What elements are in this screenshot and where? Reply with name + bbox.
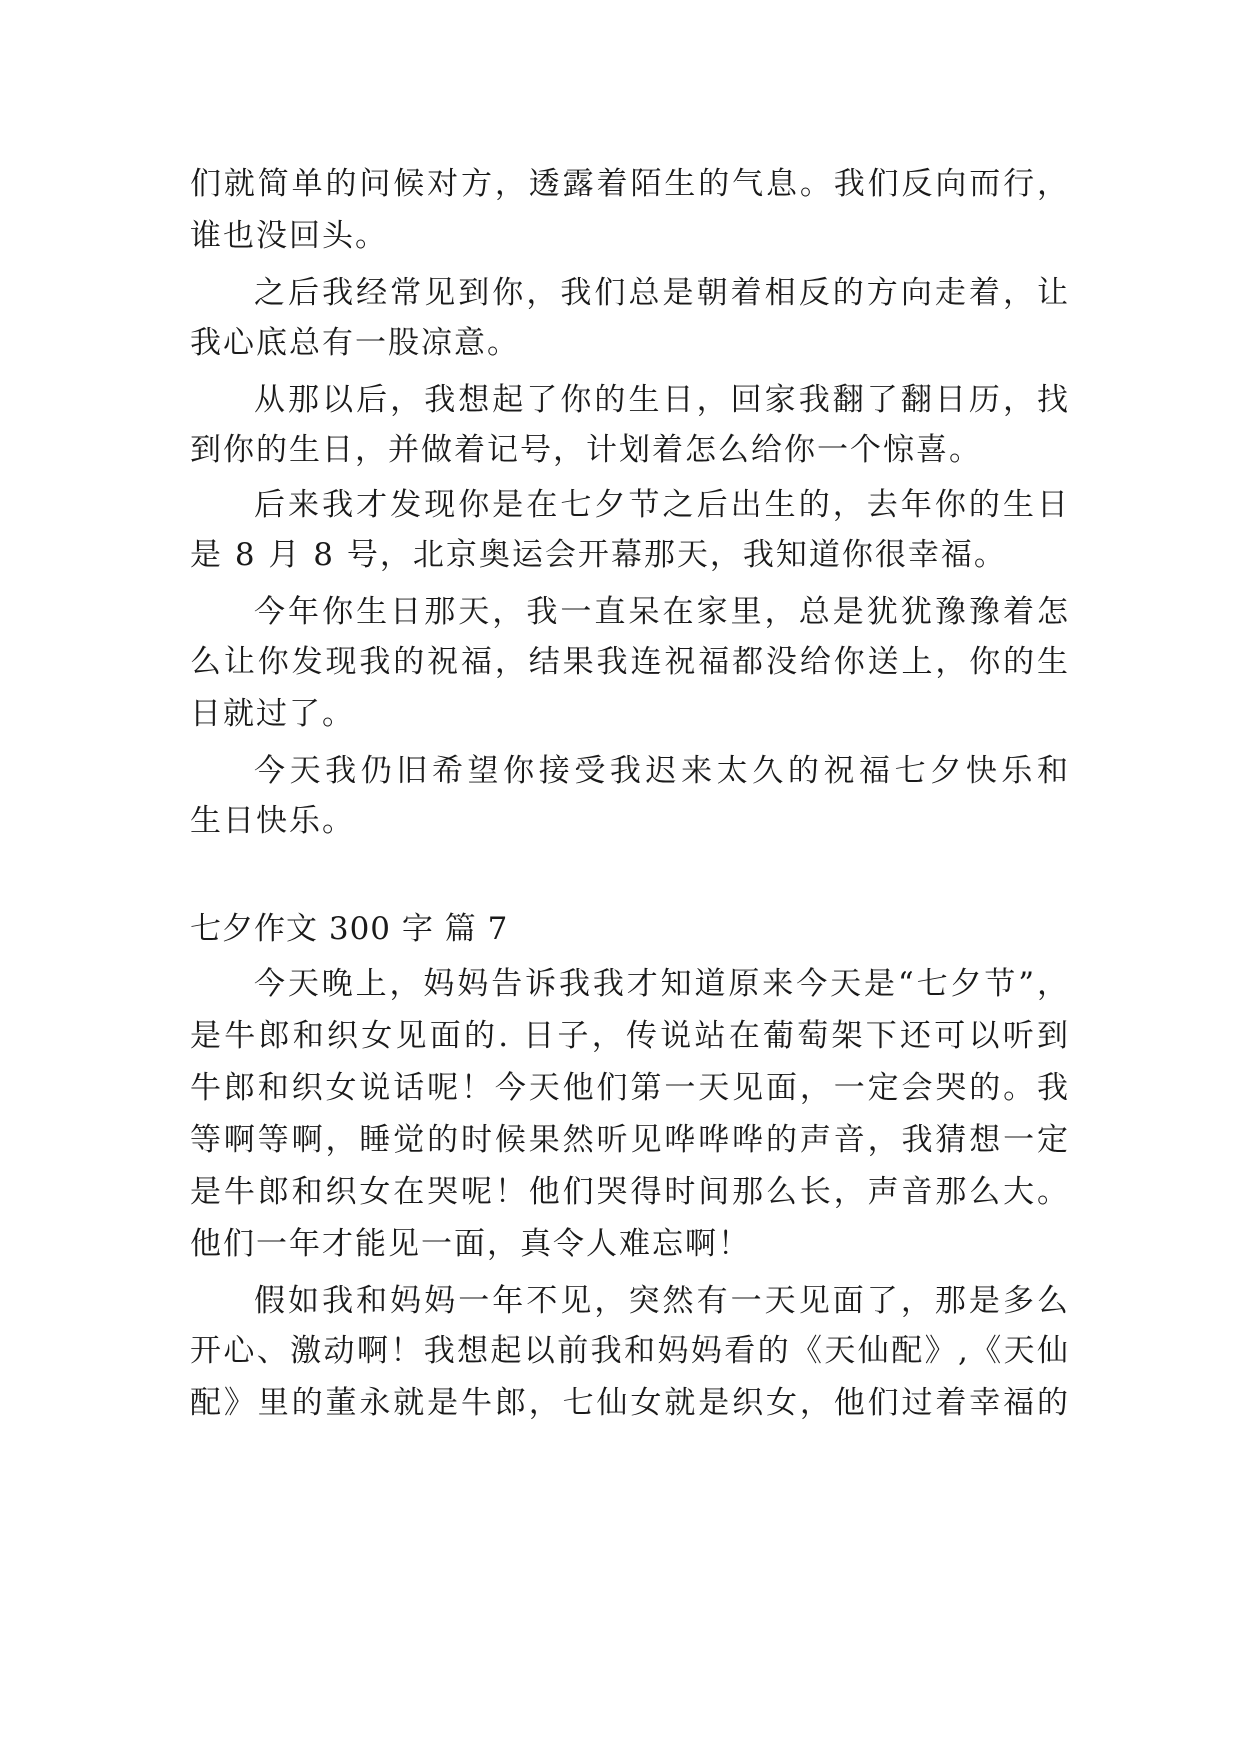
text-line: 开心、激动啊！我想起以前我和妈妈看的《天仙配》,《天仙: [190, 1333, 1070, 1369]
text-line: 是牛郎和织女见面的. 日子，传说站在葡萄架下还可以听到: [190, 1018, 1070, 1054]
text-line: 到你的生日，并做着记号，计划着怎么给你一个惊喜。: [190, 432, 982, 468]
text-line: 我心底总有一股凉意。: [190, 325, 520, 361]
text-line: 他们一年才能见一面，真令人难忘啊！: [190, 1226, 751, 1262]
text-line: 牛郎和织女说话呢！今天他们第一天见面，一定会哭的。我: [190, 1070, 1070, 1106]
text-line: 之后我经常见到你，我们总是朝着相反的方向走着，让: [254, 275, 1070, 311]
text-line: 从那以后，我想起了你的生日，回家我翻了翻日历，找: [254, 382, 1070, 418]
text-line: 么让你发现我的祝福，结果我连祝福都没给你送上，你的生: [190, 644, 1070, 680]
text-line: 等啊等啊，睡觉的时候果然听见哗哗哗的声音，我猜想一定: [190, 1122, 1070, 1158]
text-line: 谁也没回头。: [190, 218, 388, 254]
text-line: 今年你生日那天，我一直呆在家里，总是犹犹豫豫着怎: [254, 594, 1070, 630]
text-line: 们就简单的问候对方，透露着陌生的气息。我们反向而行，: [190, 166, 1070, 202]
text-line: 日就过了。: [190, 696, 355, 732]
text-line: 配》里的董永就是牛郎，七仙女就是织女，他们过着幸福的: [190, 1385, 1070, 1421]
section-heading: 七夕作文 300 字 篇 7: [190, 911, 509, 947]
text-line: 今天我仍旧希望你接受我迟来太久的祝福七夕快乐和: [254, 753, 1070, 789]
text-line: 假如我和妈妈一年不见，突然有一天见面了，那是多么: [254, 1283, 1070, 1319]
text-line: 后来我才发现你是在七夕节之后出生的，去年你的生日: [254, 487, 1070, 523]
text-line: 生日快乐。: [190, 803, 355, 839]
text-line: 是 8 月 8 号，北京奥运会开幕那天，我知道你很幸福。: [190, 537, 1007, 573]
text-line: 今天晚上，妈妈告诉我我才知道原来今天是“七夕节”，: [254, 966, 1070, 1002]
text-line: 是牛郎和织女在哭呢！他们哭得时间那么长，声音那么大。: [190, 1174, 1070, 1210]
